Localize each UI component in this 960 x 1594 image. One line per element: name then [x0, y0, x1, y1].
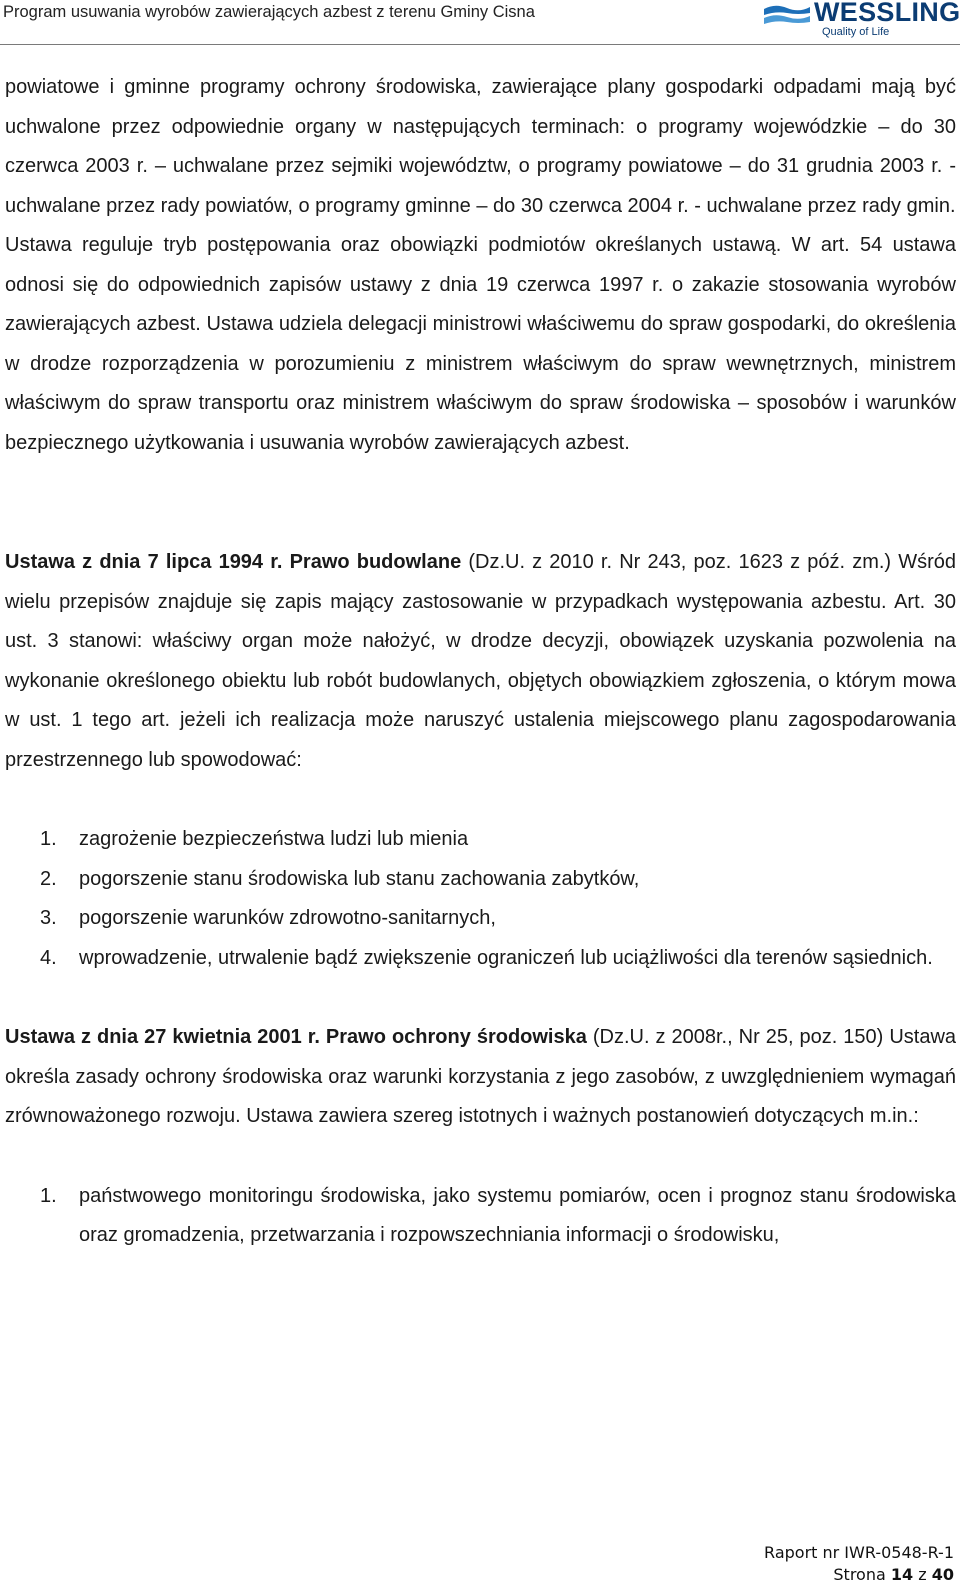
list-number: 4. — [40, 946, 57, 969]
law-description: (Dz.U. z 2008r., Nr 25, poz. 150) Ustawa określa zasady ochrony środowiska oraz warunki korzystania z jego zasobów, z uwzględnieniem wymagań zrównoważonego rozwoju. Ustawa zawiera szereg istotnych i ważnych postanowień dotyczących m.in.: — [5, 1026, 957, 1127]
paragraph-2: Ustawa reguluje tryb postępowania oraz obowiązki podmiotów określanych ustawą. W art. 54 ustawa odnosi się do odpowiednich zapisów ustawy z dnia 19 czerwca 1997 r. o zakazie stosowania wyrobów zawierających azbest. Ustawa udziela delegacji ministrowi właściwemu do spraw gospodarki, do określenia w drodze rozporządzenia w porozumieniu z ministrem właściwym do spraw wewnętrznych, ministrem właściwym do spraw transportu oraz ministrem właściwym do spraw środowiska – sposobów i warunków bezpiecznego użytkowania i usuwania wyrobów zawierających azbest. — [5, 234, 956, 454]
list-item — [5, 860, 956, 900]
list-item — [5, 1177, 956, 1256]
page-current: 14 — [890, 1565, 914, 1584]
list-text: pogorszenie stanu środowiska lub stanu zachowania zabytków, — [79, 867, 640, 890]
list-number: 2. — [40, 867, 57, 890]
logo-waves-icon — [764, 3, 810, 27]
list-number: 1. — [40, 1184, 57, 1207]
document-body — [5, 68, 956, 1256]
list-number: 1. — [40, 828, 57, 850]
page-header — [0, 0, 960, 44]
list-environment-provisions — [5, 1177, 956, 1256]
list-construction-risks — [5, 820, 956, 978]
list-text: wprowadzenie, utrwalenie bądź zwiększenie ograniczeń lub uciążliwości dla terenów sąsiednich. — [79, 946, 933, 969]
list-text: pogorszenie warunków zdrowotno-sanitarnych, — [79, 907, 496, 929]
logo-wordmark: WESSLING — [814, 0, 960, 27]
paragraph-1: powiatowe i gminne programy ochrony środowiska, zawierające plany gospodarki odpadami mają być uchwalone przez odpowiednie organy w następujących terminach: o programy wojewódzkie – do 30 czerwca 2003 r. – uchwalane przez sejmiki województw, o programy powiatowe – do 31 grudnia 2003 r. - uchwalane przez rady powiatów, o programy gminne – do 30 czerwca 2004 r. - uchwalane przez rady gmin. — [5, 76, 956, 217]
list-text: państwowego monitoringu środowiska, jako systemu pomiarów, ocen i prognoz stanu środowiska oraz gromadzenia, przetwarzania i rozpowszechniania informacji o środowisku, — [79, 1184, 956, 1246]
law-description: (Dz.U. z 2010 r. Nr 243, poz. 1623 z póź. zm.) Wśród wielu przepisów znajduje się zapis mający zastosowanie w przypadkach występowania azbestu. Art. 30 ust. 3 stanowi: właściwy organ może nałożyć, w drodze decyzji, obowiązek uzyskania pozwolenia na wykonanie określonego obiektu lub robót budowlanych, objętych obowiązkiem zgłoszenia, o którym mowa w ust. 1 tego art. jeżeli ich realizacja może naruszyć ustalenia miejscowego planu zagospodarowania przestrzennego lub spowodować: — [5, 551, 956, 771]
paragraph-construction-law — [5, 543, 956, 780]
law-title: Ustawa z dnia 27 kwietnia 2001 r. Prawo ochrony środowiska — [5, 1026, 587, 1048]
list-item — [5, 939, 956, 979]
list-number: 3. — [40, 907, 57, 929]
logo-tagline: Quality of Life — [822, 26, 890, 38]
paragraph-environment-law — [5, 1018, 956, 1137]
page-total: 40 — [931, 1565, 954, 1584]
law-title: Ustawa z dnia 7 lipca 1994 r. Prawo budowlane — [5, 551, 462, 573]
report-number: Raport nr IWR-0548-R-1 — [764, 1543, 954, 1562]
company-logo — [764, 0, 960, 42]
list-item — [5, 820, 956, 860]
header-title: Program usuwania wyrobów zawierających azbest z terenu Gminy Cisna — [3, 3, 535, 21]
page-separator: z — [918, 1565, 927, 1584]
page-word: Strona — [833, 1565, 886, 1584]
page-indicator — [764, 1564, 954, 1586]
page-footer — [764, 1542, 954, 1586]
list-item — [5, 899, 956, 939]
list-text: zagrożenie bezpieczeństwa ludzi lub mienia — [79, 828, 469, 850]
header-divider — [0, 44, 960, 45]
